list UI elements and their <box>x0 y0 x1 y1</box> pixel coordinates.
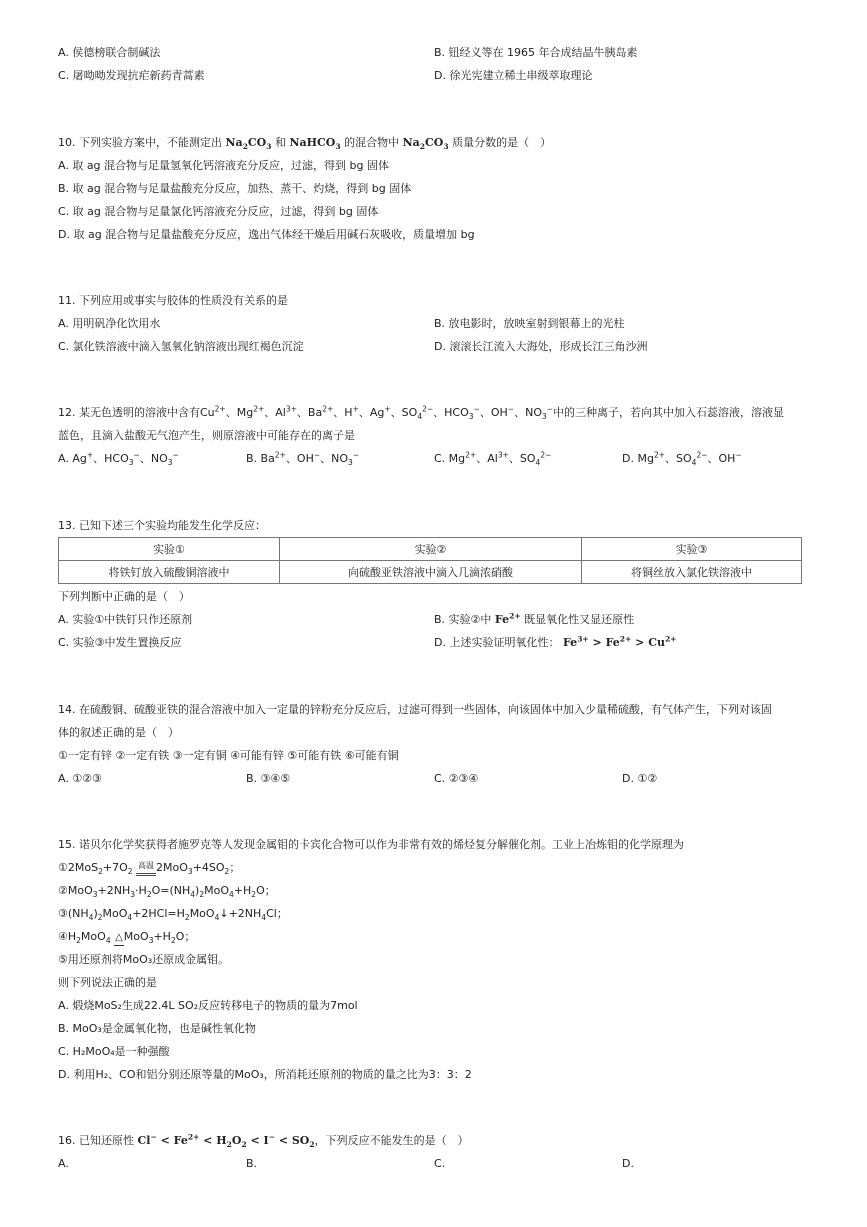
q14-items: ①一定有锌 ②一定有铁 ③一定有铜 ④可能有锌 ⑤可能有铁 ⑥可能有铜 <box>58 749 399 762</box>
q11-option-b: B. 放电影时，放映室射到银幕上的光柱 <box>434 317 625 330</box>
q12-option-b: B. $Ba^{2+}$、OH−、$NO_3^-$ <box>246 450 360 468</box>
q15-option-d: D. 利用H₂、CO和铝分别还原等量的MoO₃，所消耗还原剂的物质的量之比为3：3：2 <box>58 1068 472 1081</box>
table-cell: 向硫酸亚铁溶液中滴入几滴浓硝酸 <box>280 561 582 584</box>
table-header: 实验② <box>280 538 582 561</box>
q15-step5: ⑤用还原剂将MoO₃还原成金属钼。 <box>58 953 230 966</box>
q13-option-a: A. 实验①中铁钉只作还原剂 <box>58 613 193 626</box>
q14-option-a: A. ①②③ <box>58 772 102 785</box>
q14-stem-line1: 14. 在硫酸铜、硫酸亚铁的混合溶液中加入一定量的锌粉充分反应后，过滤可得到一些固体，向该固体中加入少量稀硫酸，有气体产生，下列对该固 <box>58 703 772 716</box>
q14-option-b: B. ③④⑤ <box>246 772 291 785</box>
q14-option-c: C. ②③④ <box>434 772 479 785</box>
q10-stem: 10. 下列实验方案中，不能测定出 $Na_2CO_3$ 和 NaHCO$_3$ 的混合物中 $Na_2CO_3$ 质量分数的是（ ） <box>58 136 552 152</box>
q15-option-b: B. MoO₃是金属氧化物，也是碱性氧化物 <box>58 1022 256 1035</box>
q12-option-c: C. $Mg^{2+}$、$Al^{3+}$、$SO_4^{2-}$ <box>434 450 552 468</box>
q14-stem-line2: 体的叙述正确的是（ ） <box>58 726 179 739</box>
table-header: 实验① <box>59 538 280 561</box>
q11-option-c: C. 氯化铁溶液中滴入氢氧化钠溶液出现红褐色沉淀 <box>58 340 304 353</box>
q13-experiment-table <box>58 537 802 584</box>
q10-option-a: A. 取 ag 混合物与足量氢氧化钙溶液充分反应，过滤，得到 bg 固体 <box>58 159 389 172</box>
q16-stem: 16. 已知还原性 $Cl^- < Fe^{2+} < H_2O_2 < I^- < SO_2$，下列反应不能发生的是（ ） <box>58 1132 469 1150</box>
q16-option-a: A. <box>58 1157 69 1170</box>
table-cell: 将铁钉放入硫酸铜溶液中 <box>59 561 280 584</box>
q10-option-b: B. 取 ag 混合物与足量盐酸充分反应，加热、蒸干、灼烧，得到 bg 固体 <box>58 182 412 195</box>
q12-stem: 12. 某无色透明的溶液中含有$Cu^{2+}$、$Mg^{2+}$、$Al^{3+}$、$Ba^{2+}$、H+、Ag+、$SO_4^{2-}$、$HCO_3^-$、OH−、$NO_3^-$中的三种离子，若向其中加入石蕊溶液，溶液显 <box>58 404 785 422</box>
q15-step1: $①2MoS_2+7O_2$ 高温 $2MoO_3+4SO_2$； <box>58 861 241 877</box>
q11-option-a: A. 用明矾净化饮用水 <box>58 317 161 330</box>
q15-step4: $④H_2MoO_4$ $\triangle MoO_3+H_2O$； <box>58 930 196 946</box>
q13-question: 下列判断中正确的是（ ） <box>58 590 190 603</box>
q16-option-c: C. <box>434 1157 446 1170</box>
q15-option-c: C. H₂MoO₄是一种强酸 <box>58 1045 170 1058</box>
q15-step2: $②MoO_3+2NH_3\cdot H_2O=(NH_4)_2MoO_4+H_2O$； <box>58 884 276 900</box>
q11-option-d: D. 滚滚长江流入大海处，形成长江三角沙洲 <box>434 340 648 353</box>
q15-stem: 15. 诺贝尔化学奖获得者施罗克等人发现金属钼的卡宾化合物可以作为非常有效的烯烃复分解催化剂。工业上冶炼钼的化学原理为 <box>58 838 684 851</box>
q15-then: 则下列说法正确的是 <box>58 976 157 989</box>
q9-option-d: D. 徐光宪建立稀土串级萃取理论 <box>434 69 593 82</box>
q12-stem-line2: 蓝色，且滴入盐酸无气泡产生，则原溶液中可能存在的离子是 <box>58 429 355 442</box>
q10-option-c: C. 取 ag 混合物与足量氯化钙溶液充分反应，过滤，得到 bg 固体 <box>58 205 379 218</box>
q13-option-c: C. 实验③中发生置换反应 <box>58 636 182 649</box>
q15-step3: $③(NH_4)_2MoO_4+2HCl=H_2MoO_4↓+2NH_4Cl$； <box>58 907 288 923</box>
heat-condition: △ <box>114 931 124 946</box>
table-header: 实验③ <box>582 538 802 561</box>
q13-stem: 13. 已知下述三个实验均能发生化学反应： <box>58 519 266 532</box>
q14-option-d: D. ①② <box>622 772 658 785</box>
q12-option-d: D. $Mg^{2+}$、$SO_4^{2-}$、OH− <box>622 450 742 468</box>
q13-option-d: D. 上述实验证明氧化性： $Fe^{3+} > Fe^{2+} > Cu^{2+}$ <box>434 634 677 649</box>
q13-option-b: B. 实验②中 $Fe^{2+}$ 既显氧化性又显还原性 <box>434 611 635 626</box>
q10-option-d: D. 取 ag 混合物与足量盐酸充分反应，逸出气体经干燥后用碱石灰吸收，质量增加 bg <box>58 228 475 241</box>
q15-option-a: A. 煅烧MoS₂生成22.4L SO₂反应转移电子的物质的量为7mol <box>58 999 358 1012</box>
table-cell: 将铜丝放入氯化铁溶液中 <box>582 561 802 584</box>
q9-option-c: C. 屠呦呦发现抗疟新药青蒿素 <box>58 69 205 82</box>
q11-stem: 11. 下列应用或事实与胶体的性质没有关系的是 <box>58 294 288 307</box>
high-temp-condition: 高温 <box>136 859 156 876</box>
q12-option-a: A. Ag+、$HCO_3^-$、$NO_3^-$ <box>58 450 179 468</box>
q9-option-b: B. 钮经义等在 1965 年合成结晶牛胰岛素 <box>434 46 638 59</box>
q16-option-d: D. <box>622 1157 634 1170</box>
q9-option-a: A. 侯德榜联合制碱法 <box>58 46 161 59</box>
q16-option-b: B. <box>246 1157 258 1170</box>
